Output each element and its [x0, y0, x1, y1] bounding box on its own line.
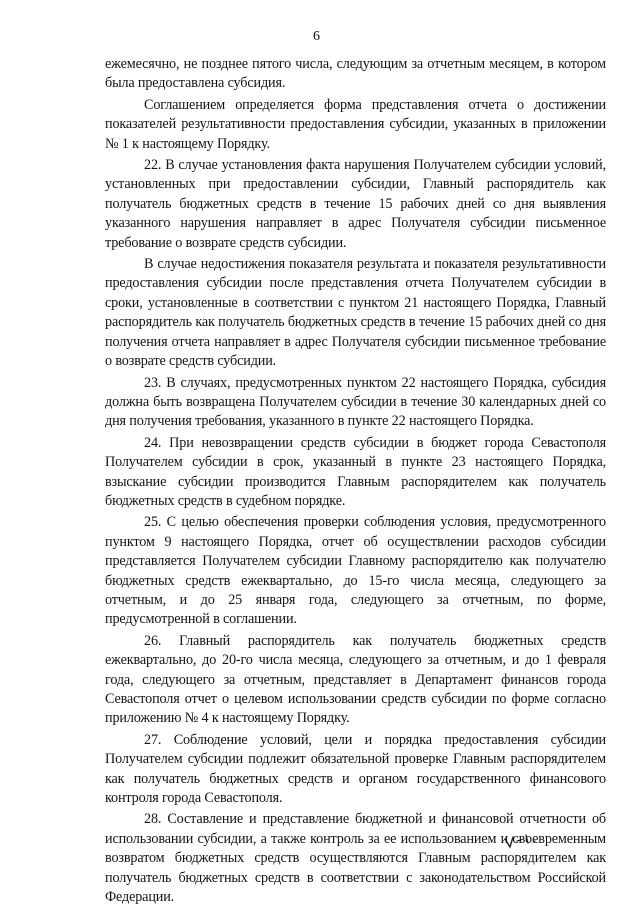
paragraph-clause-24: 24. При невозвращении средств субсидии в бюджет города Севастополя Получателем субсидии в срок, указанный в пункте 23 настоящего Порядка, взыскание субсидии производится Главным распорядителем как получатель бюджетных средств в судебном порядке. — [105, 434, 606, 509]
paragraph-clause-25: 25. С целью обеспечения проверки соблюдения условия, предусмотренного пунктом 9 настоящего Порядка, отчет об осуществлении расходов субсидии представляется Получателем субсидии Главному распорядителю как получателю бюджетных средств ежеквартально, до 15-го числа месяца, следующего за отчетным, и до 25 января года, следующего за отчетным, по форме, предусмотренной в соглашении. — [105, 514, 606, 628]
page-number: 6 — [313, 29, 320, 44]
paragraph-clause-23: 23. В случаях, предусмотренных пунктом 22 настоящего Порядка, субсидия должна быть возвращена Получателем субсидии в течение 30 календарных дней со дня получения требования, указанного в пункте 22 настоящего Порядка. — [105, 374, 606, 430]
handwritten-initials-mark — [502, 829, 546, 851]
paragraph-clause-26: 26. Главный распорядитель как получатель бюджетных средств ежеквартально, до 20-го числа месяца, следующего за отчетным, и до 1 февраля года, следующего за отчетным, представляет в Департамент финансов города Севастополя отчет о целевом использовании средств субсидии по форме согласно приложению № 4 к настоящему Порядку. — [105, 632, 606, 727]
paragraph-clause-22: 22. В случае установления факта нарушения Получателем субсидии условий, установленных при предоставлении субсидии, Главный распорядитель как получатель бюджетных средств в течение 15 рабочих дней со дня выявления указанного нарушения направляет в адрес Получателя субсидии письменное требование о возврате средств субсидии. — [105, 157, 606, 251]
paragraph-clause-28: 28. Составление и представление бюджетной и финансовой отчетности об использовании субсидии, а также контроль за ее использованием и своевременным возвратом бюджетных средств осуществляются Главным распорядителем как получатель бюджетных средств в соответствии с законодательством Российской Федерации. — [105, 811, 606, 906]
paragraph-continuation: ежемесячно, не позднее пятого числа, следующим за отчетным месяцем, в котором была предоставлена субсидия. — [105, 56, 606, 92]
paragraph-clause-22-result-indicator: В случае недостижения показателя результата и показателя результативности предоставления субсидии после представления отчета Получателем субсидии в сроки, установленные в соответствии с пунктом 21 настоящего Порядка, Главный распорядитель как получатель бюджетных средств в течение 15 рабочих дней со дня получения отчета направляет в адрес Получателя субсидии письменное требование о возврате средств субсидии. — [105, 256, 606, 370]
document-body — [105, 55, 606, 909]
paragraph-clause-27: 27. Соблюдение условий, цели и порядка предоставления субсидии Получателем субсидии подлежит обязательной проверке Главным распорядителем как получатель бюджетных средств и органом государственного финансового контроля города Севастополя. — [105, 731, 606, 807]
paragraph-agreement-report-form: Соглашением определяется форма представления отчета о достижении показателей результативности предоставления субсидии, указанных в приложении № 1 к настоящему Порядку. — [105, 96, 606, 152]
